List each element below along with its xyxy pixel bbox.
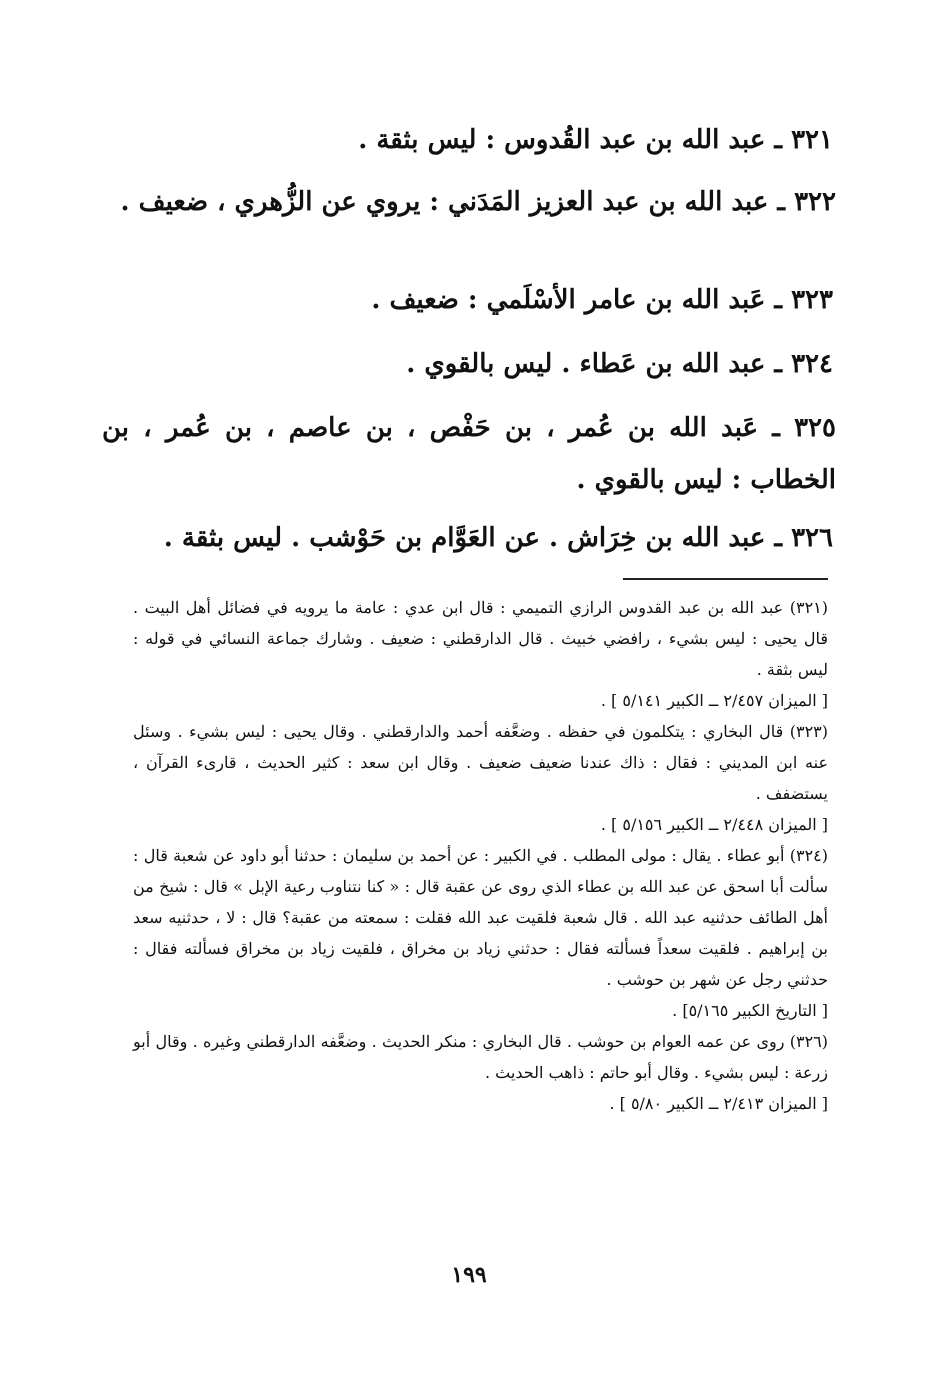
footnote-326 bbox=[133, 1026, 828, 1119]
entry-324: ٣٢٤ ـ عبد الله بن عَطاء . ليس بالقوي . bbox=[406, 349, 833, 379]
footnote-text: (٣٢٣) قال البخاري : يتكلمون في حفظه . وضعَّفه أحمد والدارقطني . وقال يحيى : ليس بشيء . وسئل عنه ابن المديني : فقال : ذاك عندنا ضعيف ضعيف . وقال ابن سعد : كثير الحديث ، قارىء القرآن ، يستضفف . bbox=[133, 722, 828, 803]
footnote-reference: [ الميزان ٢/٤٤٨ ــ الكبير ٥/١٥٦ ] . bbox=[600, 815, 828, 834]
footnote-text: (٣٢٤) أبو عطاء . يقال : مولى المطلب . في الكبير : عن أحمد بن سليمان : حدثنا أبو داود عن شعبة قال : سألت أبا اسحق عن عبد الله بن عطاء الذي روى عن عقبة قال : « كنا نتناوب رعية الإبل » قال : شيخ من أهل الطائف حدثنيه عبد الله . قال شعبة فلقيت عبد الله فقلت : سمعته من عقبة؟ قال : لا ، حدثنيه سعد بن إبراهيم . فلقيت سعداً فسألته فقال : حدثني زياد بن مخراق ، فلقيت زياد بن مخراق فسألته فقال : حدثني رجل عن شهر بن حوشب . bbox=[133, 846, 829, 989]
entry-323: ٣٢٣ ـ عَبد الله بن عامر الأسْلَمي : ضعيف . bbox=[371, 285, 833, 315]
footnote-text: (٣٢١) عبد الله بن عبد القدوس الرازي التميمي : قال ابن عدي : عامة ما يرويه في فضائل أهل البيت . قال يحيى : ليس بشيء ، رافضي خبيث . قال الدارقطني : ضعيف . وشارك جماعة النسائي في قوله : ليس بثقة . bbox=[133, 598, 828, 679]
footnotes bbox=[133, 592, 828, 1119]
footnote-separator bbox=[623, 578, 828, 580]
footnote-323 bbox=[133, 716, 828, 840]
footnote-324 bbox=[133, 840, 828, 1026]
footnote-reference: [ التاريخ الكبير ٥/١٦٥] . bbox=[672, 1001, 828, 1020]
footnote-reference: [ الميزان ٢/٤١٣ ــ الكبير ٥/٨٠ ] . bbox=[609, 1094, 828, 1113]
entry-325: ٣٢٥ ـ عَبد الله بن عُمر ، بن حَفْص ، بن عاصم ، بن عُمر ، بن الخطاب : ليس بالقوي . bbox=[102, 413, 836, 495]
entry-326: ٣٢٦ ـ عبد الله بن خِرَاش . عن العَوَّام بن حَوْشب . ليس بثقة . bbox=[163, 523, 833, 553]
footnote-text: (٣٢٦) روى عن عمه العوام بن حوشب . قال البخاري : منكر الحديث . وضعَّفه الدارقطني وغيره . وقال أبو زرعة : ليس بشيء . وقال أبو حاتم : ذاهب الحديث . bbox=[133, 1032, 828, 1082]
footnote-reference: [ الميزان ٢/٤٥٧ ــ الكبير ٥/١٤١ ] . bbox=[600, 691, 828, 710]
footnote-321 bbox=[133, 592, 828, 716]
entry-321: ٣٢١ ـ عبد الله بن عبد القُدوس : ليس بثقة . bbox=[358, 125, 833, 155]
entry-322: ٣٢٢ ـ عبد الله بن عبد العزيز المَدَني : يروي عن الزُّهري ، ضعيف . bbox=[120, 187, 836, 217]
page-number: ١٩٩ bbox=[451, 1262, 487, 1288]
